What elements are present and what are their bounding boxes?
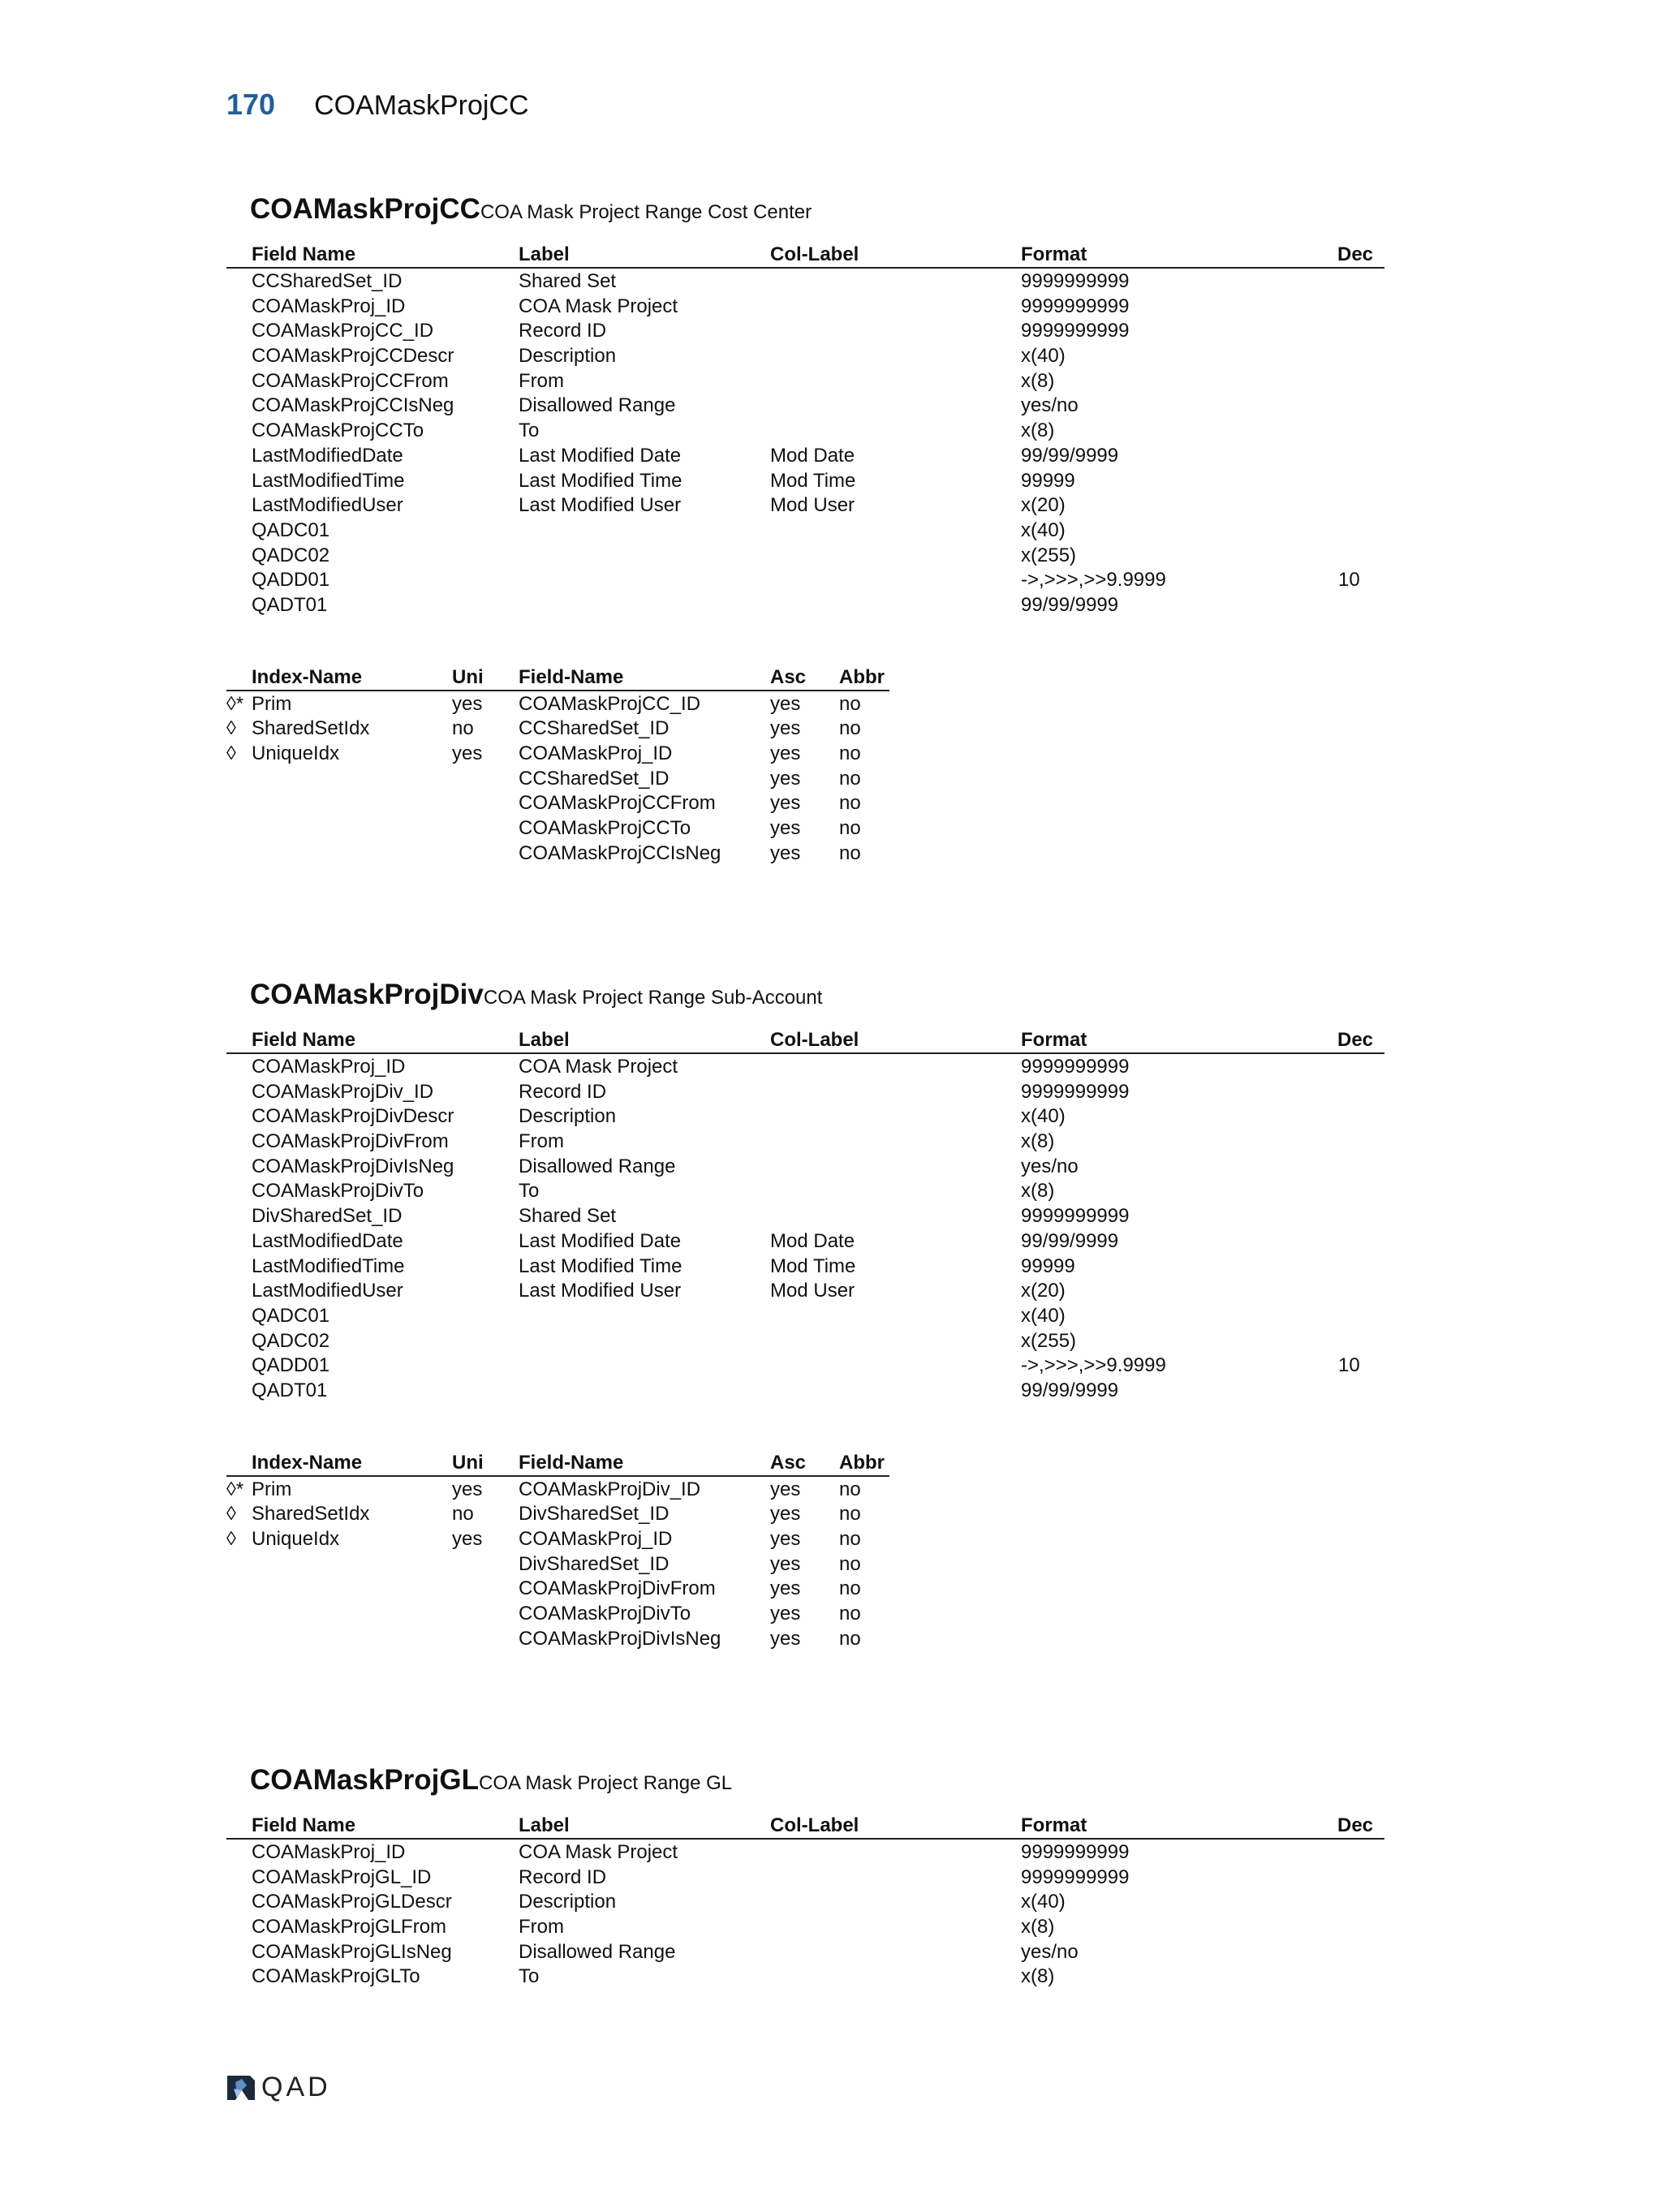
format-cell: x(20) bbox=[1021, 1280, 1066, 1302]
asc-cell: yes bbox=[770, 1503, 801, 1526]
table-row bbox=[226, 1278, 1384, 1303]
index-table bbox=[226, 1450, 889, 1651]
index-row bbox=[226, 790, 889, 816]
qad-logo bbox=[226, 2072, 331, 2103]
abbr-cell: no bbox=[839, 1503, 861, 1526]
header-index-name: Index-Name bbox=[252, 1451, 363, 1474]
format-cell: x(8) bbox=[1021, 1916, 1055, 1939]
table-row bbox=[226, 343, 1384, 368]
field-name-cell: COAMaskProjGLTo bbox=[252, 1965, 420, 1988]
format-cell: x(40) bbox=[1021, 519, 1066, 541]
index-row bbox=[226, 716, 889, 741]
index-field-cell: COAMaskProj_ID bbox=[519, 1528, 673, 1550]
table-row bbox=[226, 418, 1384, 443]
col-label-cell: Mod Date bbox=[770, 444, 855, 467]
header-label: Label bbox=[519, 1814, 570, 1836]
asc-cell: yes bbox=[770, 1603, 801, 1625]
label-cell: Last Modified User bbox=[519, 1280, 682, 1302]
label-cell: Disallowed Range bbox=[519, 1940, 676, 1963]
format-cell: x(8) bbox=[1021, 420, 1055, 442]
field-name-cell: COAMaskProj_ID bbox=[252, 295, 406, 317]
format-cell: 99/99/9999 bbox=[1021, 593, 1119, 616]
format-cell: 9999999999 bbox=[1021, 295, 1130, 317]
field-name-cell: QADC02 bbox=[252, 1329, 330, 1352]
format-cell: 9999999999 bbox=[1021, 320, 1130, 342]
table-row bbox=[226, 1964, 1384, 1989]
table-description: COA Mask Project Range GL bbox=[479, 1772, 733, 1794]
abbr-cell: no bbox=[839, 1552, 861, 1575]
format-cell: yes/no bbox=[1021, 1155, 1079, 1177]
abbr-cell: no bbox=[839, 1627, 861, 1650]
header-format: Format bbox=[1021, 1029, 1087, 1051]
table-row bbox=[226, 1914, 1384, 1939]
abbr-cell: no bbox=[839, 792, 861, 815]
field-name-cell: QADD01 bbox=[252, 569, 330, 592]
field-name-cell: CCSharedSet_ID bbox=[252, 270, 403, 292]
field-name-cell: COAMaskProjCCDescr bbox=[252, 345, 454, 368]
table-row bbox=[226, 368, 1384, 394]
asc-cell: yes bbox=[770, 792, 801, 815]
unique-cell: yes bbox=[452, 742, 483, 764]
index-name-cell: SharedSetIdx bbox=[252, 717, 370, 740]
field-name-cell: LastModifiedUser bbox=[252, 1280, 403, 1302]
index-field-cell: COAMaskProjDiv_ID bbox=[519, 1478, 701, 1500]
table-description: COA Mask Project Range Cost Center bbox=[480, 201, 812, 223]
index-field-cell: CCSharedSet_ID bbox=[519, 767, 670, 790]
index-row bbox=[226, 816, 889, 841]
asc-cell: yes bbox=[770, 742, 801, 764]
table-row bbox=[226, 1865, 1384, 1890]
header-label: Label bbox=[519, 1029, 570, 1051]
header-asc: Asc bbox=[770, 665, 807, 688]
table-name: COAMaskProjGL bbox=[250, 1764, 479, 1796]
field-name-cell: COAMaskProjDiv_ID bbox=[252, 1080, 434, 1103]
index-table bbox=[226, 665, 889, 866]
index-table-header bbox=[226, 1450, 889, 1477]
unique-cell: no bbox=[452, 1503, 474, 1526]
col-label-cell: Mod User bbox=[770, 494, 855, 517]
asc-cell: yes bbox=[770, 1528, 801, 1550]
table-row bbox=[226, 518, 1384, 543]
header-format: Format bbox=[1021, 1814, 1087, 1836]
format-cell: 99/99/9999 bbox=[1021, 444, 1119, 467]
format-cell: x(40) bbox=[1021, 1105, 1066, 1128]
index-field-cell: COAMaskProjDivIsNeg bbox=[519, 1627, 721, 1650]
field-name-cell: COAMaskProj_ID bbox=[252, 1841, 406, 1863]
label-cell: Disallowed Range bbox=[519, 1155, 676, 1177]
index-marker: ◊ bbox=[226, 742, 236, 764]
asc-cell: yes bbox=[770, 717, 801, 740]
field-name-cell: COAMaskProj_ID bbox=[252, 1056, 406, 1078]
field-name-cell: QADC01 bbox=[252, 1304, 330, 1327]
table-row bbox=[226, 294, 1384, 319]
header-index-name: Index-Name bbox=[252, 665, 363, 688]
format-cell: x(255) bbox=[1021, 544, 1077, 566]
index-row bbox=[226, 741, 889, 766]
table-row bbox=[226, 1154, 1384, 1179]
asc-cell: yes bbox=[770, 1577, 801, 1600]
abbr-cell: no bbox=[839, 1603, 861, 1625]
abbr-cell: no bbox=[839, 692, 861, 715]
unique-cell: yes bbox=[452, 1478, 483, 1500]
label-cell: Record ID bbox=[519, 320, 607, 342]
table-row bbox=[226, 1229, 1384, 1254]
label-cell: COA Mask Project bbox=[519, 1056, 678, 1078]
label-cell: From bbox=[519, 1916, 564, 1939]
unique-cell: yes bbox=[452, 692, 483, 715]
asc-cell: yes bbox=[770, 817, 801, 840]
field-name-cell: COAMaskProjDivIsNeg bbox=[252, 1155, 454, 1177]
label-cell: Last Modified Date bbox=[519, 444, 682, 467]
format-cell: x(40) bbox=[1021, 1304, 1066, 1327]
field-name-cell: COAMaskProjCCTo bbox=[252, 420, 424, 442]
table-row bbox=[226, 269, 1384, 294]
col-label-cell: Mod Time bbox=[770, 469, 856, 492]
header-dec: Dec bbox=[1337, 243, 1374, 265]
header-uni: Uni bbox=[452, 1451, 484, 1474]
index-field-cell: COAMaskProjCC_ID bbox=[519, 692, 701, 715]
table-row bbox=[226, 1203, 1384, 1229]
table-row bbox=[226, 1303, 1384, 1328]
label-cell: Last Modified User bbox=[519, 494, 682, 517]
field-name-cell: QADC02 bbox=[252, 544, 330, 566]
format-cell: x(8) bbox=[1021, 369, 1055, 392]
format-cell: x(8) bbox=[1021, 1180, 1055, 1203]
label-cell: To bbox=[519, 420, 540, 442]
field-name-cell: COAMaskProjCCFrom bbox=[252, 369, 449, 392]
label-cell: Last Modified Time bbox=[519, 1254, 682, 1277]
abbr-cell: no bbox=[839, 817, 861, 840]
index-field-cell: COAMaskProjCCTo bbox=[519, 817, 691, 840]
table-row bbox=[226, 1328, 1384, 1353]
format-cell: 9999999999 bbox=[1021, 1205, 1130, 1228]
table-row bbox=[226, 393, 1384, 418]
asc-cell: yes bbox=[770, 767, 801, 790]
label-cell: COA Mask Project bbox=[519, 1841, 678, 1863]
format-cell: 9999999999 bbox=[1021, 1866, 1130, 1888]
label-cell: Shared Set bbox=[519, 270, 617, 292]
field-name-cell: QADD01 bbox=[252, 1354, 330, 1377]
label-cell: COA Mask Project bbox=[519, 295, 678, 317]
table-row bbox=[226, 1378, 1384, 1403]
index-marker: ◊ bbox=[226, 1503, 236, 1526]
format-cell: x(40) bbox=[1021, 1891, 1066, 1913]
label-cell: Shared Set bbox=[519, 1205, 617, 1228]
index-name-cell: UniqueIdx bbox=[252, 742, 340, 764]
field-name-cell: QADT01 bbox=[252, 593, 328, 616]
index-marker: ◊* bbox=[226, 692, 244, 715]
asc-cell: yes bbox=[770, 1478, 801, 1500]
label-cell: Last Modified Time bbox=[519, 469, 682, 492]
table-row bbox=[226, 1254, 1384, 1279]
field-name-cell: LastModifiedDate bbox=[252, 1229, 403, 1252]
format-cell: 9999999999 bbox=[1021, 1080, 1130, 1103]
field-table-header bbox=[226, 1027, 1384, 1054]
header-uni: Uni bbox=[452, 665, 484, 688]
table-row bbox=[226, 1104, 1384, 1129]
header-dec: Dec bbox=[1337, 1814, 1374, 1836]
table-row bbox=[226, 1353, 1384, 1378]
unique-cell: yes bbox=[452, 1528, 483, 1550]
field-table-header bbox=[226, 1813, 1384, 1840]
qad-logo-icon bbox=[226, 2074, 256, 2102]
format-cell: yes/no bbox=[1021, 394, 1079, 417]
field-name-cell: DivSharedSet_ID bbox=[252, 1205, 403, 1228]
format-cell: 9999999999 bbox=[1021, 1056, 1130, 1078]
index-row bbox=[226, 691, 889, 717]
header-abbr: Abbr bbox=[839, 665, 885, 688]
page-title: COAMaskProjCC bbox=[314, 90, 529, 121]
table-row bbox=[226, 592, 1384, 618]
table-row bbox=[226, 1079, 1384, 1104]
index-field-cell: COAMaskProj_ID bbox=[519, 742, 673, 764]
header-dec: Dec bbox=[1337, 1029, 1374, 1051]
page-header bbox=[226, 88, 529, 122]
format-cell: 99/99/9999 bbox=[1021, 1379, 1119, 1401]
table-row bbox=[226, 1889, 1384, 1914]
index-row bbox=[226, 1477, 889, 1502]
table-description: COA Mask Project Range Sub-Account bbox=[483, 987, 823, 1009]
table-row bbox=[226, 1840, 1384, 1865]
abbr-cell: no bbox=[839, 1577, 861, 1600]
label-cell: Description bbox=[519, 1105, 617, 1128]
table-title bbox=[250, 979, 1408, 1011]
field-table bbox=[226, 1813, 1384, 1989]
table-row bbox=[226, 468, 1384, 493]
index-field-cell: COAMaskProjDivTo bbox=[519, 1603, 691, 1625]
abbr-cell: no bbox=[839, 1528, 861, 1550]
format-cell: 99999 bbox=[1021, 469, 1075, 492]
header-field-name: Field Name bbox=[252, 243, 356, 265]
header-field-name: Field Name bbox=[252, 1029, 356, 1051]
header-abbr: Abbr bbox=[839, 1451, 885, 1474]
label-cell: Disallowed Range bbox=[519, 394, 676, 417]
index-row bbox=[226, 1576, 889, 1601]
header-asc: Asc bbox=[770, 1451, 807, 1474]
table-row bbox=[226, 543, 1384, 568]
field-name-cell: COAMaskProjDivDescr bbox=[252, 1105, 454, 1128]
header-col-label: Col-Label bbox=[770, 243, 859, 265]
field-name-cell: LastModifiedTime bbox=[252, 469, 405, 492]
index-table-header bbox=[226, 665, 889, 691]
index-field-cell: COAMaskProjCCFrom bbox=[519, 792, 716, 815]
field-name-cell: COAMaskProjDivTo bbox=[252, 1180, 424, 1203]
col-label-cell: Mod User bbox=[770, 1280, 855, 1302]
field-table bbox=[226, 242, 1384, 618]
format-cell: 99999 bbox=[1021, 1254, 1075, 1277]
index-name-cell: Prim bbox=[252, 1478, 292, 1500]
table-row bbox=[226, 1054, 1384, 1079]
table-row bbox=[226, 443, 1384, 468]
label-cell: From bbox=[519, 1130, 564, 1153]
header-label: Label bbox=[519, 243, 570, 265]
abbr-cell: no bbox=[839, 767, 861, 790]
index-row bbox=[226, 766, 889, 791]
index-row bbox=[226, 1601, 889, 1626]
index-row bbox=[226, 1551, 889, 1577]
header-field-name: Field-Name bbox=[519, 665, 624, 688]
format-cell: x(8) bbox=[1021, 1130, 1055, 1153]
field-name-cell: LastModifiedDate bbox=[252, 444, 403, 467]
table-name: COAMaskProjDiv bbox=[250, 979, 484, 1010]
field-name-cell: COAMaskProjGLIsNeg bbox=[252, 1940, 452, 1963]
index-row bbox=[226, 1526, 889, 1551]
field-name-cell: COAMaskProjGL_ID bbox=[252, 1866, 432, 1888]
format-cell: x(8) bbox=[1021, 1965, 1055, 1988]
label-cell: Last Modified Date bbox=[519, 1229, 682, 1252]
table-block-coamaskprojgl bbox=[226, 1764, 1384, 1989]
dec-cell: 10 bbox=[1338, 569, 1360, 592]
index-field-cell: CCSharedSet_ID bbox=[519, 717, 670, 740]
field-name-cell: COAMaskProjGLFrom bbox=[252, 1916, 447, 1939]
index-field-cell: DivSharedSet_ID bbox=[519, 1552, 670, 1575]
field-name-cell: QADC01 bbox=[252, 519, 330, 541]
field-name-cell: COAMaskProjCC_ID bbox=[252, 320, 434, 342]
index-name-cell: Prim bbox=[252, 692, 292, 715]
field-name-cell: LastModifiedUser bbox=[252, 494, 403, 517]
field-table-header bbox=[226, 242, 1384, 269]
format-cell: ->,>>>,>>9.9999 bbox=[1021, 569, 1166, 592]
table-row bbox=[226, 1939, 1384, 1965]
table-row bbox=[226, 318, 1384, 343]
label-cell: Description bbox=[519, 1891, 617, 1913]
header-col-label: Col-Label bbox=[770, 1814, 859, 1836]
format-cell: 99/99/9999 bbox=[1021, 1229, 1119, 1252]
label-cell: Description bbox=[519, 345, 617, 368]
field-name-cell: COAMaskProjDivFrom bbox=[252, 1130, 449, 1153]
field-name-cell: QADT01 bbox=[252, 1379, 328, 1401]
format-cell: x(40) bbox=[1021, 345, 1066, 368]
index-marker: ◊ bbox=[226, 1528, 236, 1550]
format-cell: 9999999999 bbox=[1021, 1841, 1130, 1863]
qad-logo-text: QAD bbox=[261, 2072, 331, 2102]
table-block-coamaskprojcc bbox=[226, 193, 1384, 865]
table-title bbox=[250, 1764, 1408, 1797]
page-number: 170 bbox=[226, 88, 276, 121]
abbr-cell: no bbox=[839, 841, 861, 864]
asc-cell: yes bbox=[770, 1552, 801, 1575]
label-cell: To bbox=[519, 1965, 540, 1988]
table-row bbox=[226, 567, 1384, 592]
field-name-cell: LastModifiedTime bbox=[252, 1254, 405, 1277]
abbr-cell: no bbox=[839, 1478, 861, 1500]
format-cell: ->,>>>,>>9.9999 bbox=[1021, 1354, 1166, 1377]
header-col-label: Col-Label bbox=[770, 1029, 859, 1051]
field-name-cell: COAMaskProjCCIsNeg bbox=[252, 394, 454, 417]
table-block-coamaskprojdiv bbox=[226, 979, 1384, 1650]
header-field-name: Field Name bbox=[252, 1814, 356, 1836]
format-cell: x(20) bbox=[1021, 494, 1066, 517]
index-field-cell: COAMaskProjDivFrom bbox=[519, 1577, 716, 1600]
index-row bbox=[226, 1626, 889, 1651]
index-marker: ◊* bbox=[226, 1478, 244, 1500]
index-row bbox=[226, 841, 889, 866]
dec-cell: 10 bbox=[1338, 1354, 1360, 1377]
field-table bbox=[226, 1027, 1384, 1403]
label-cell: To bbox=[519, 1180, 540, 1203]
asc-cell: yes bbox=[770, 841, 801, 864]
index-name-cell: UniqueIdx bbox=[252, 1528, 340, 1550]
header-format: Format bbox=[1021, 243, 1087, 265]
unique-cell: no bbox=[452, 717, 474, 740]
abbr-cell: no bbox=[839, 742, 861, 764]
table-title bbox=[250, 193, 1408, 226]
table-row bbox=[226, 1129, 1384, 1154]
format-cell: 9999999999 bbox=[1021, 270, 1130, 292]
col-label-cell: Mod Time bbox=[770, 1254, 856, 1277]
index-row bbox=[226, 1501, 889, 1526]
asc-cell: yes bbox=[770, 1627, 801, 1650]
label-cell: Record ID bbox=[519, 1866, 607, 1888]
format-cell: x(255) bbox=[1021, 1329, 1077, 1352]
header-field-name: Field-Name bbox=[519, 1451, 624, 1474]
index-marker: ◊ bbox=[226, 717, 236, 740]
label-cell: Record ID bbox=[519, 1080, 607, 1103]
col-label-cell: Mod Date bbox=[770, 1229, 855, 1252]
abbr-cell: no bbox=[839, 717, 861, 740]
index-field-cell: DivSharedSet_ID bbox=[519, 1503, 670, 1526]
table-row bbox=[226, 1178, 1384, 1203]
index-field-cell: COAMaskProjCCIsNeg bbox=[519, 841, 721, 864]
index-name-cell: SharedSetIdx bbox=[252, 1503, 370, 1526]
table-row bbox=[226, 493, 1384, 518]
label-cell: From bbox=[519, 369, 564, 392]
table-name: COAMaskProjCC bbox=[250, 193, 480, 225]
format-cell: yes/no bbox=[1021, 1940, 1079, 1963]
asc-cell: yes bbox=[770, 692, 801, 715]
field-name-cell: COAMaskProjGLDescr bbox=[252, 1891, 452, 1913]
